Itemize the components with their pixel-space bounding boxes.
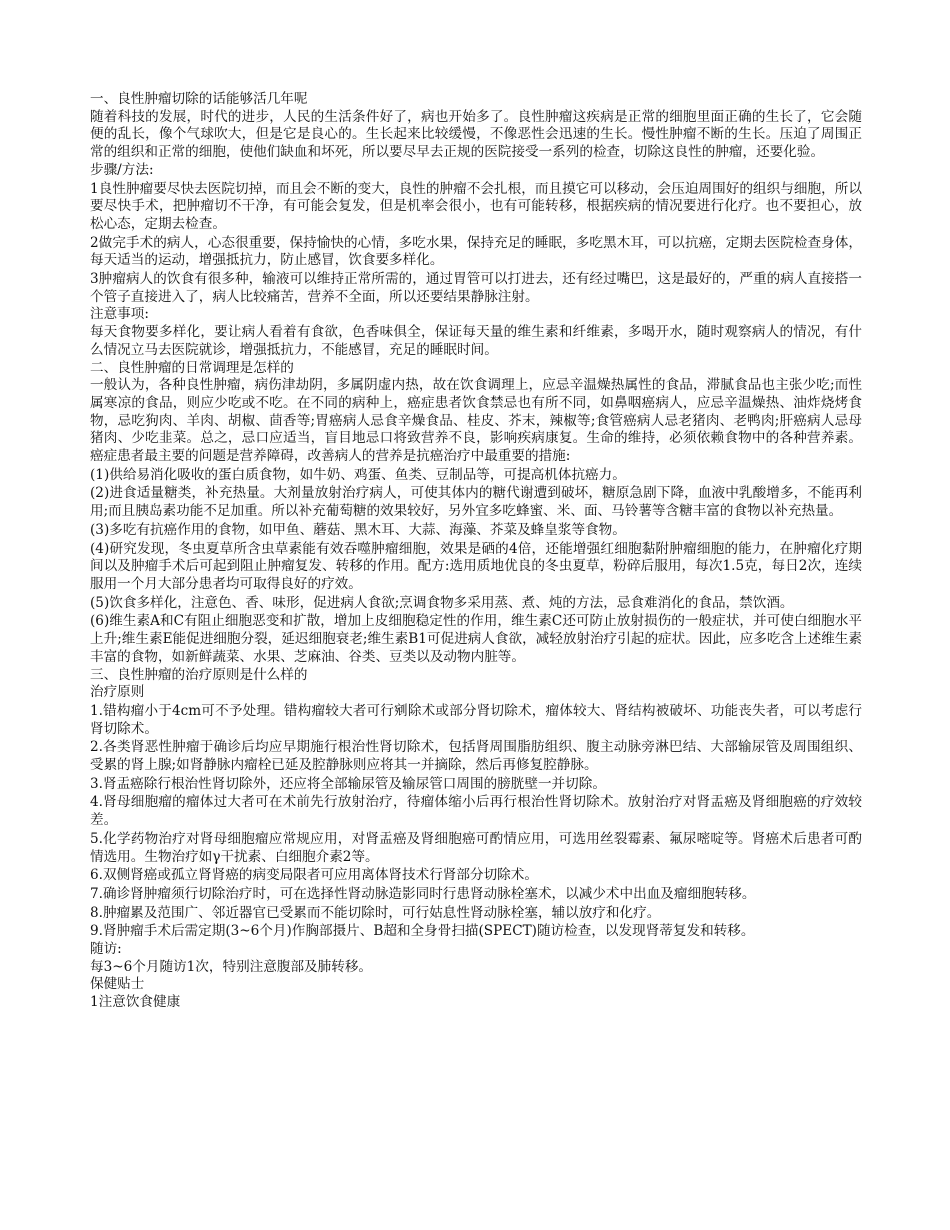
diet-paragraph: 一般认为，各种良性肿瘤，病伤津劫阴，多属阴虚内热，故在饮食调理上，应忌辛温燥热属性的食品，滞腻食品也主张少吃;而性属寒凉的食品，则应少吃或不吃。在不同的病种上，癌症患者饮食禁忌也有所不同，如鼻咽癌病人，应忌辛温燥热、油炸烧烤食物，忌吃狗肉、羊肉、胡椒、茴香等;胃癌病人忌食辛燥食品、桂皮、芥末，辣椒等;食管癌病人忌老猪肉、老鸭肉;肝癌病人忌母猪肉、少吃韭菜。总之，忌口应适当，盲目地忌口将致营养不良，影响疾病康复。生命的维持，必须依赖食物中的各种营养素。癌症患者最主要的问题是营养障碍，改善病人的营养是抗癌治疗中最重要的措施: [90,377,862,465]
step-2: 2做完手术的病人，心态很重要，保持愉快的心情，多吃水果，保持充足的睡眠，多吃黑木耳，可以抗癌，定期去医院检查身体，每天适当的运动，增强抵抗力，防止感冒，饮食要多样化。 [90,234,862,269]
notes-heading: 注意事项: [90,306,149,323]
health-tips-heading: 保健贴士 [90,976,145,993]
followup-heading: 随访: [90,941,122,958]
treatment-item-2: 2.各类肾恶性肿瘤于确诊后均应早期施行根治性肾切除术，包括肾周围脂肪组织、腹主动脉旁淋巴结、大部输尿管及周围组织、受累的肾上腺;如肾静脉内瘤栓已延及腔静脉则应将其一并摘除，然后再修复腔静脉。 [90,739,862,774]
diet-item-4: (4)研究发现，冬虫夏草所含虫草素能有效吞噬肿瘤细胞，效果是硒的4倍，还能增强红细胞黏附肿瘤细胞的能力，在肿瘤化疗期间以及肿瘤手术后可起到阻止肿瘤复发、转移的作用。配方:选用质地优良的冬虫夏草，粉碎后服用，每次1.5克，每日2次，连续服用一个月大部分患者均可取得良好的疗效。 [90,540,862,592]
diet-item-5: (5)饮食多样化，注意色、香、味形，促进病人食欲;烹调食物多采用蒸、煮、炖的方法，忌食难消化的食品，禁饮酒。 [90,594,794,611]
section-heading-2: 二、良性肿瘤的日常调理是怎样的 [90,359,294,376]
treatment-item-9: 9.肾肿瘤手术后需定期(3~6个月)作胸部摄片、B超和全身骨扫描(SPECT)随访检查，以发现肾蒂复发和转移。 [90,923,755,940]
steps-heading: 步骤/方法: [90,161,154,178]
treatment-item-5: 5.化学药物治疗对肾母细胞瘤应常规应用，对肾盂癌及肾细胞癌可酌情应用，可选用丝裂霉素、氟尿嘧啶等。肾癌术后患者可酌情选用。生物治疗如γ干扰素、白细胞介素2等。 [90,830,862,865]
diet-item-6: (6)维生素A和C有阻止细胞恶变和扩散，增加上皮细胞稳定性的作用，维生素C还可防止放射损伤的一般症状，并可使白细胞水平上升;维生素E能促进细胞分裂，延迟细胞衰老;维生素B1可促进病人食欲，减轻放射治疗引起的症状。因此，应多吃含上述维生素丰富的食物，如新鲜蔬菜、水果、芝麻油、谷类、豆类以及动物内脏等。 [90,613,862,665]
treatment-item-4: 4.肾母细胞瘤的瘤体过大者可在术前先行放射治疗，待瘤体缩小后再行根治性肾切除术。放射治疗对肾盂癌及肾细胞癌的疗效较差。 [90,794,862,829]
intro-paragraph: 随着科技的发展，时代的进步，人民的生活条件好了，病也开始多了。良性肿瘤这疾病是正常的细胞里面正确的生长了，它会随便的乱长，像个气球吹大，但是它是良心的。生长起来比较缓慢，不像恶性会迅速的生长。慢性肿瘤不断的生长。压迫了周围正常的组织和正常的细胞，使他们缺血和坏死，所以要尽早去正规的医院接受一系列的检查，切除这良性的肿瘤，还要化验。 [90,108,862,161]
step-1: 1良性肿瘤要尽快去医院切掉，而且会不断的变大，良性的肿瘤不会扎根，而且摸它可以移动，会压迫周围好的组织与细胞，所以要尽快手术，把肿瘤切不干净，有可能会复发，但是机率会很小，也有可能转移，根据疾病的情况要进行化疗。也不要担心，放松心态，定期去检查。 [90,180,862,232]
health-tip-1: 1注意饮食健康 [90,994,181,1011]
diet-item-2: (2)进食适量糖类，补充热量。大剂量放射治疗病人，可使其体内的糖代谢遭到破坏，糖原急剧下降，血液中乳酸增多，不能再利用;而且胰岛素功能不足加重。所以补充葡萄糖的效果较好，另外宜多吃蜂蜜、米、面、马铃薯等含糖丰富的食物以补充热量。 [90,485,862,520]
step-3: 3肿瘤病人的饮食有很多种，输液可以维持正常所需的，通过胃管可以打进去，还有经过嘴巴，这是最好的，严重的病人直接搭一个管子直接进入了，病人比较痛苦，营养不全面，所以还要结果静脉注射。 [90,271,862,305]
treatment-heading: 治疗原则 [90,684,145,701]
treatment-item-8: 8.肿瘤累及范围广、邻近器官已受累而不能切除时，可行姑息性肾动脉栓塞，辅以放疗和化疗。 [90,904,661,921]
document-body [90,91,862,1012]
diet-item-3: (3)多吃有抗癌作用的食物，如甲鱼、蘑菇、黑木耳、大蒜、海藻、芥菜及蜂皇浆等食物。 [90,521,626,538]
treatment-item-7: 7.确诊肾肿瘤须行切除治疗时，可在选择性肾动脉造影同时行患肾动脉栓塞术，以减少术中出血及瘤细胞转移。 [90,885,756,902]
diet-item-1: (1)供给易消化吸收的蛋白质食物，如牛奶、鸡蛋、鱼类、豆制品等，可提高机体抗癌力。 [90,466,626,483]
treatment-item-3: 3.肾盂癌除行根治性肾切除外，还应将全部输尿管及输尿管口周围的膀胱壁一并切除。 [90,775,606,792]
notes-paragraph: 每天食物要多样化，要让病人看着有食欲，色香味俱全，保证每天量的维生素和纤维素，多喝开水，随时观察病人的情况，有什么情况立马去医院就诊，增强抵抗力，不能感冒，充足的睡眠时间。 [90,324,862,358]
treatment-item-1: 1.错构瘤小于4cm可不予处理。错构瘤较大者可行剜除术或部分肾切除术，瘤体较大、肾结构被破坏、功能丧失者，可以考虑行肾切除术。 [90,702,862,737]
section-heading-1: 一、良性肿瘤切除的话能够活几年呢 [90,91,308,107]
section-heading-3: 三、良性肿瘤的治疗原则是什么样的 [90,666,308,683]
treatment-item-6: 6.双侧肾癌或孤立肾肾癌的病变局限者可应用离体肾技术行肾部分切除术。 [90,867,538,884]
followup-paragraph: 每3~6个月随访1次，特别注意腹部及肺转移。 [90,958,373,975]
